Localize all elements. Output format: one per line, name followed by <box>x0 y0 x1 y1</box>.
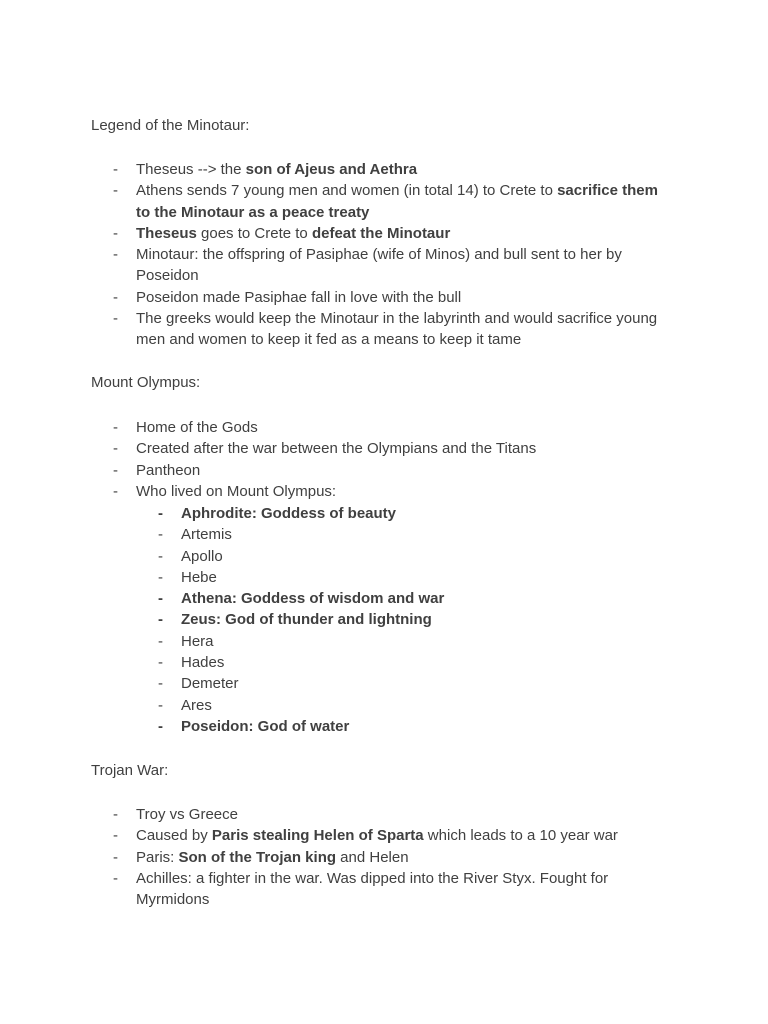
bullet-dash: - <box>158 696 163 714</box>
plain-text: Troy vs Greece <box>136 806 238 823</box>
list-item-text <box>136 180 676 223</box>
list-item-text <box>136 438 536 459</box>
list-item-text <box>181 609 432 630</box>
plain-text: Ares <box>181 696 212 714</box>
plain-text: Hebe <box>181 568 217 586</box>
bold-text: Zeus: God of thunder and lightning <box>181 611 432 629</box>
bullet-dash: - <box>158 590 163 608</box>
plain-text: The greeks would keep the Minotaur in the labyrinth and would sacrifice young men and women to keep it fed as a means to keep it tame <box>136 310 658 349</box>
bold-text: Paris stealing Helen of Sparta <box>211 827 424 845</box>
list-item-text <box>136 417 258 438</box>
bold-text: Poseidon: God of water <box>181 717 350 735</box>
bold-text: Aphrodite: Goddess of beauty <box>181 505 397 522</box>
bullet-dash: - <box>113 848 118 866</box>
bullet-dash: - <box>113 224 118 242</box>
bold-text: Son of the Trojan king <box>178 848 337 866</box>
bullet-dash: - <box>113 288 118 306</box>
bullet-dash: - <box>113 869 118 887</box>
bullet-dash: - <box>158 568 163 586</box>
plain-text: Theseus --> the <box>136 161 246 178</box>
plain-text: goes to Crete to <box>196 224 312 242</box>
list-item-text <box>181 524 232 545</box>
list-item-text <box>136 825 618 846</box>
list-item-text <box>136 308 676 351</box>
bullet-dash: - <box>158 675 163 693</box>
list-item-text <box>136 223 450 244</box>
bold-text: defeat the Minotaur <box>311 224 451 242</box>
bullet-dash: - <box>113 246 118 264</box>
plain-text: Paris: <box>136 848 179 866</box>
plain-text: which leads to a 10 year war <box>423 827 618 845</box>
bullet-dash: - <box>113 806 118 823</box>
bullet-dash: - <box>113 419 118 436</box>
list-item-text <box>136 804 238 825</box>
list-item-text <box>181 673 239 694</box>
bullet-dash: - <box>158 547 163 565</box>
bold-text: sacrifice them to the Minotaur as a peace treaty <box>136 182 658 221</box>
plain-text: Minotaur: the offspring of Pasiphae (wife of Minos) and bull sent to her by Poseidon <box>136 246 622 285</box>
bold-text: son of Ajeus and Aethra <box>245 161 418 178</box>
bullet-dash: - <box>158 632 163 650</box>
bullet-dash: - <box>158 717 163 735</box>
plain-text: Hades <box>181 654 225 672</box>
section-heading-olympus: Mount Olympus: <box>91 374 201 391</box>
bullet-dash: - <box>158 611 163 629</box>
plain-text: Caused by <box>136 827 212 845</box>
bullet-dash: - <box>158 526 163 544</box>
bullet-dash: - <box>113 461 118 479</box>
plain-text: Who lived on Mount Olympus: <box>136 482 337 500</box>
list-item-text <box>181 652 224 673</box>
list-item-text <box>181 588 444 609</box>
plain-text: Created after the war between the Olympians and the Titans <box>136 440 537 458</box>
list-item-text <box>181 631 214 652</box>
bullet-dash: - <box>113 827 118 845</box>
list-item-text <box>181 695 212 716</box>
list-item-text <box>136 868 676 911</box>
list-item-text <box>136 847 409 868</box>
list-item-text <box>136 481 336 502</box>
list-item-text <box>136 159 417 180</box>
plain-text: Athens sends 7 young men and women (in total 14) to Crete to <box>136 182 558 200</box>
bullet-dash: - <box>113 482 118 500</box>
plain-text: Poseidon made Pasiphae fall in love with the bull <box>136 288 462 306</box>
list-item-text <box>136 244 676 287</box>
bullet-dash: - <box>113 182 118 200</box>
list-item-text <box>181 503 396 524</box>
section-heading-trojan: Trojan War: <box>91 762 169 779</box>
plain-text: and Helen <box>336 848 409 866</box>
bullet-dash: - <box>158 654 163 672</box>
bold-text: Athena: Goddess of wisdom and war <box>181 590 445 608</box>
plain-text: Achilles: a fighter in the war. Was dipped into the River Styx. Fought for Myrmidons <box>136 869 609 909</box>
list-item-text <box>136 287 461 308</box>
section-heading-minotaur: Legend of the Minotaur: <box>91 117 250 134</box>
bold-text: Theseus <box>136 224 197 242</box>
bullet-dash: - <box>158 505 163 522</box>
bullet-dash: - <box>113 310 118 328</box>
plain-text: Apollo <box>181 547 223 565</box>
plain-text: Pantheon <box>136 461 201 479</box>
list-item-text <box>181 716 349 737</box>
plain-text: Home of the Gods <box>136 419 258 436</box>
plain-text: Artemis <box>181 526 232 544</box>
list-item-text <box>181 567 217 588</box>
plain-text: Demeter <box>181 675 239 693</box>
bullet-dash: - <box>113 161 118 178</box>
plain-text: Hera <box>181 632 214 650</box>
bullet-dash: - <box>113 440 118 458</box>
list-item-text <box>181 546 223 567</box>
list-item-text <box>136 460 200 481</box>
